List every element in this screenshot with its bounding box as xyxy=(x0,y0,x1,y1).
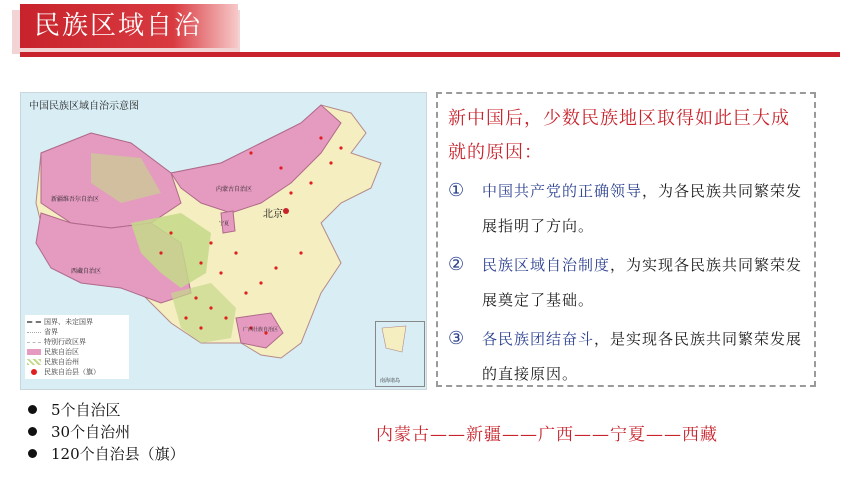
stat-item: 120个自治县（旗） xyxy=(28,442,185,464)
legend-item: 省界 xyxy=(27,327,127,337)
bullet-icon xyxy=(28,449,37,458)
reason-highlight: 民族区域自治制度 xyxy=(482,256,611,274)
map-title: 中国民族区域自治示意图 xyxy=(29,101,139,112)
reason-rest: ，为各民族共同繁荣发展指明了方向。 xyxy=(482,182,803,235)
reason-rest: ，为实现各民族共同繁荣发展奠定了基础。 xyxy=(482,256,803,309)
map-figure xyxy=(20,92,427,390)
legend-item: 民族自治区 xyxy=(27,347,127,357)
label-tibet: 西藏自治区 xyxy=(71,268,102,275)
label-inner-mongolia: 内蒙古自治区 xyxy=(216,186,253,193)
reason-highlight: 各民族团结奋斗 xyxy=(482,330,595,348)
legend-item: 民族自治州 xyxy=(27,357,127,367)
capital-marker xyxy=(283,208,289,214)
legend-swatch xyxy=(31,369,37,375)
legend-swatch xyxy=(27,359,41,365)
stats-list xyxy=(28,398,185,464)
capital-label: 北京 xyxy=(263,209,283,220)
legend-item: 国界、未定国界 xyxy=(27,317,127,327)
bullet-icon xyxy=(28,427,37,436)
label-guangxi: 广西壮族自治区 xyxy=(243,327,279,333)
legend-swatch xyxy=(27,342,41,343)
reason-item xyxy=(448,322,804,392)
label-ningxia: 宁夏 xyxy=(219,221,230,227)
map-legend xyxy=(25,315,129,379)
stat-item: 30个自治州 xyxy=(28,420,185,442)
label-xinjiang: 新疆维吾尔自治区 xyxy=(51,196,100,203)
reasons-question: 新中国后，少数民族地区取得如此巨大成就的原因： xyxy=(448,108,790,163)
order-text: 内蒙古——新疆——广西——宁夏——西藏 xyxy=(376,425,718,445)
reasons-box xyxy=(436,92,816,387)
reason-item xyxy=(448,174,804,244)
reason-number: ① xyxy=(448,180,465,201)
stat-item: 5个自治区 xyxy=(28,398,185,420)
legend-swatch xyxy=(27,332,41,333)
page-title: 民族区域自治 xyxy=(20,4,238,48)
legend-item: 民族自治县（旗） xyxy=(27,367,127,377)
title-rule xyxy=(20,52,840,57)
legend-swatch xyxy=(27,349,41,355)
reason-number: ② xyxy=(448,254,465,275)
reason-number: ③ xyxy=(448,328,465,349)
legend-swatch xyxy=(27,321,41,323)
bullet-icon xyxy=(28,405,37,414)
south-china-sea-inset xyxy=(375,321,425,387)
legend-item: 特别行政区界 xyxy=(27,337,127,347)
reason-highlight: 中国共产党的正确领导 xyxy=(482,182,643,200)
reason-rest: ，是实现各民族共同繁荣发展的直接原因。 xyxy=(482,330,803,383)
reason-item xyxy=(448,248,804,318)
inset-label: 南海诸岛 xyxy=(380,378,401,384)
